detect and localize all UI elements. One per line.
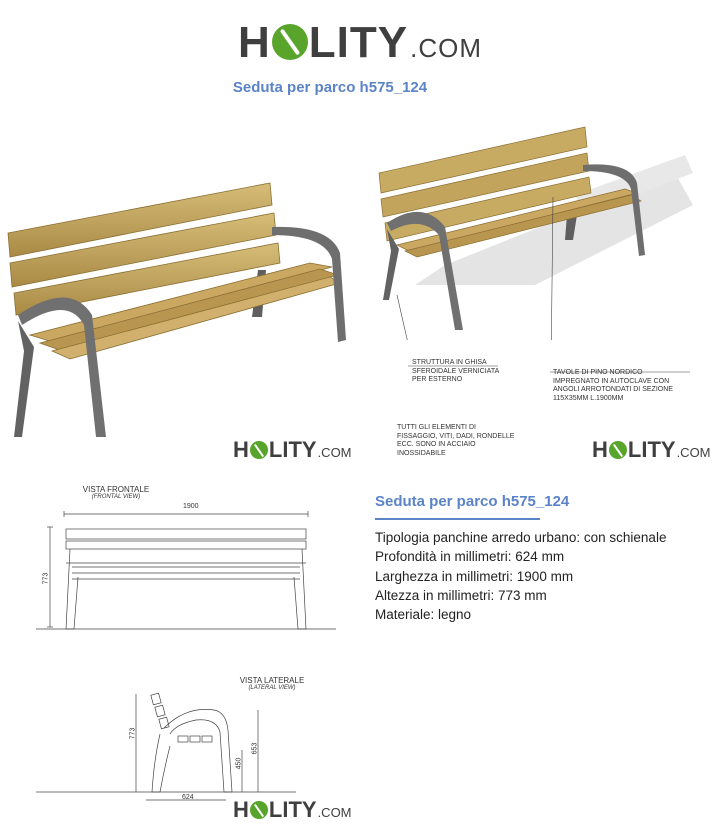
- logo-leaf-icon: [609, 441, 627, 459]
- front-width-dim: 1900: [183, 503, 199, 510]
- logo-leaf-icon: [250, 801, 268, 819]
- front-view-drawing: [36, 505, 336, 635]
- spec-depth: Profondità in millimetri: 624 mm: [375, 549, 565, 565]
- page-title: Seduta per parco h575_124: [232, 79, 428, 96]
- title-underline: [375, 518, 540, 520]
- holity-logo-small[interactable]: H LITY .COM: [233, 437, 352, 462]
- bench-photo-perspective: [375, 125, 695, 340]
- spec-height: Altezza in millimetri: 773 mm: [375, 587, 547, 603]
- side-height-dim: 773: [129, 727, 137, 740]
- spec-type: Tipologia panchine arredo urbano: con schienale: [375, 530, 667, 545]
- spec-width: Larghezza in millimetri: 1900 mm: [375, 568, 574, 584]
- logo-leaf-icon: [250, 441, 268, 459]
- holity-logo[interactable]: H LITY .COM: [238, 18, 482, 67]
- logo-leaf-icon: [272, 24, 308, 60]
- front-height-dim: 773: [42, 572, 50, 585]
- side-depth-dim: 624: [182, 794, 194, 801]
- holity-logo-small[interactable]: H LITY .COM: [592, 437, 711, 462]
- spec-list: [375, 528, 666, 624]
- front-view-title: VISTA FRONTALE (FRONTAL VIEW): [82, 485, 150, 500]
- annotation-structure: STRUTTURA IN GHISA SFEROIDALE VERNICIATA PER ESTERNO: [412, 359, 500, 383]
- side-seat-height-dim: 450: [235, 757, 243, 770]
- bench-photo-front: [0, 175, 355, 445]
- product-title: Seduta per parco h575_124: [375, 493, 570, 510]
- annotation-fixings: TUTTI GLI ELEMENTI DI FISSAGGIO, VITI, DADI, RONDELLE ECC. SONO IN ACCIAIO INOSSIDABILE: [397, 424, 515, 457]
- side-arm-height-dim: 653: [251, 742, 259, 755]
- spec-material: Materiale: legno: [375, 607, 472, 623]
- side-view-title: VISTA LATERALE (LATERAL VIEW): [239, 676, 305, 691]
- annotation-boards: TAVOLE DI PINO NORDICO IMPREGNATO IN AUTOCLAVE CON ANGOLI ARROTONDATI DI SEZIONE 115X35MM L.1900MM: [553, 369, 673, 402]
- holity-logo-small[interactable]: H LITY .COM: [233, 797, 352, 822]
